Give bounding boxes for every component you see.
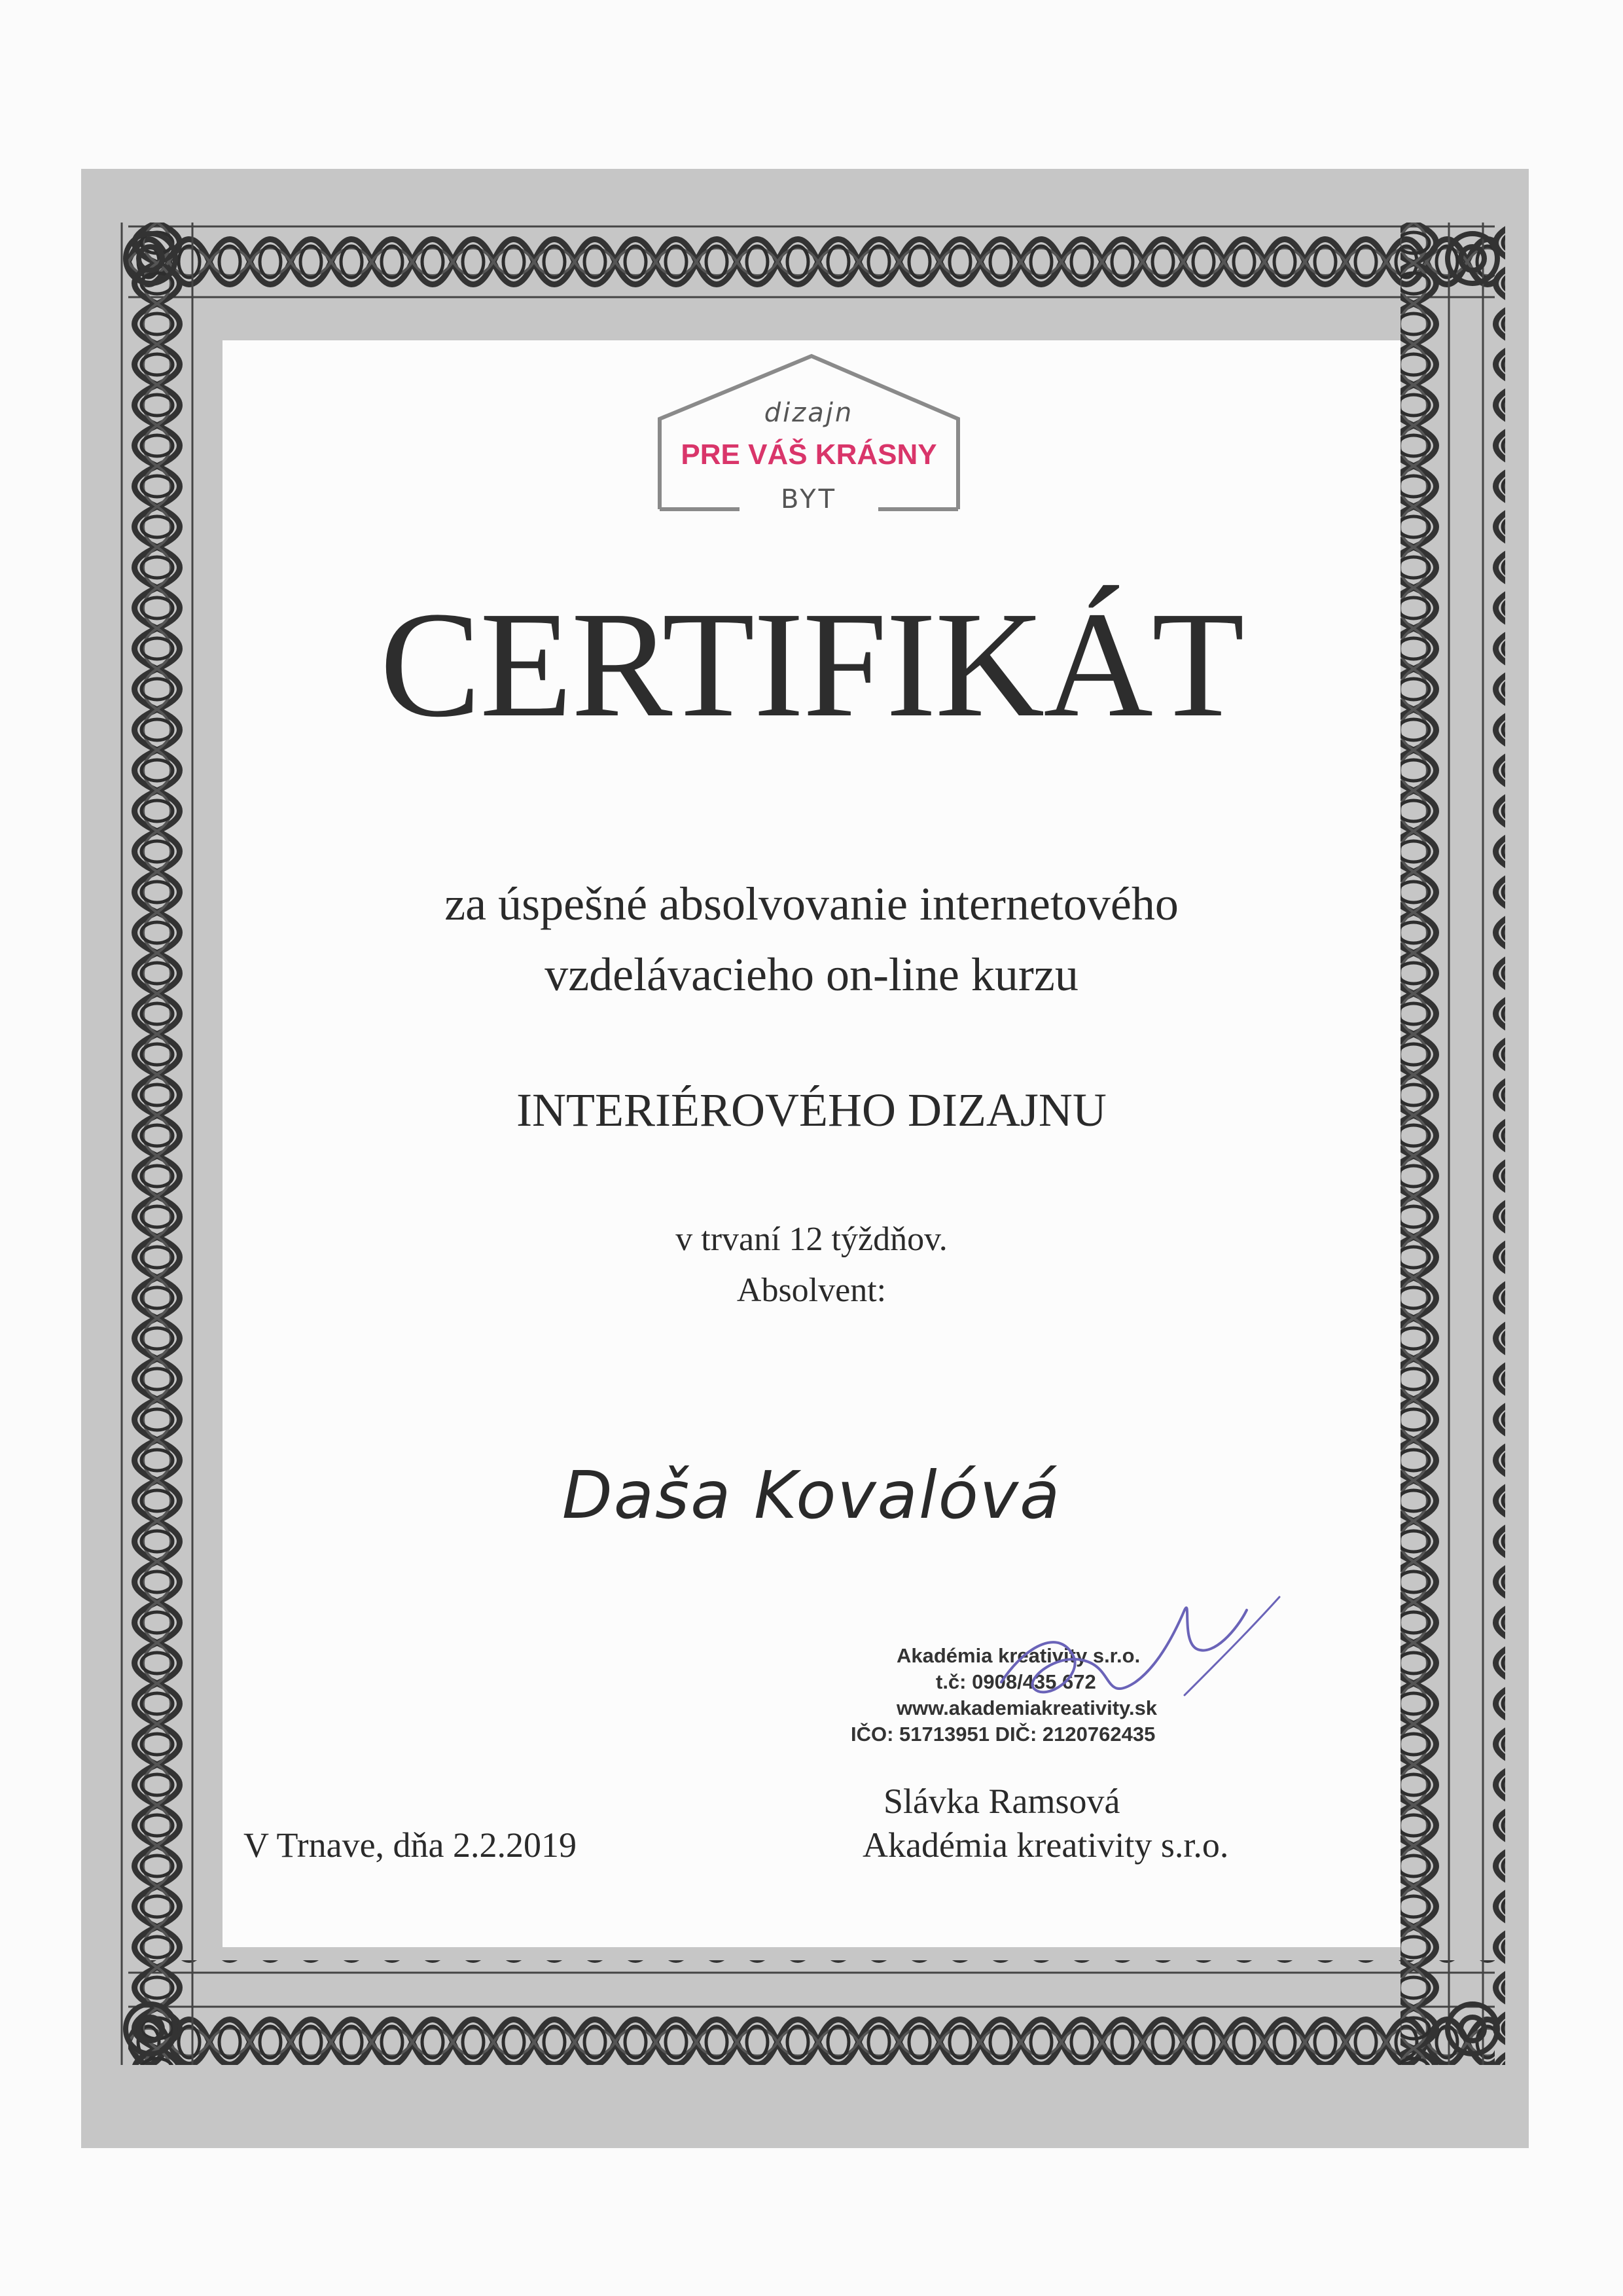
- course-duration: v trvaní 12 týždňov.: [675, 1221, 948, 1258]
- stamp-website: www.akademiakreativity.sk: [897, 1696, 1158, 1719]
- graduate-label: Absolvent:: [736, 1272, 887, 1309]
- stamp-ids: IČO: 51713951 DIČ: 2120762435: [851, 1723, 1156, 1746]
- handwritten-signature: [949, 1571, 1315, 1754]
- stamp-phone: t.č: 0908/435 672: [936, 1670, 1096, 1693]
- graduate-name: Daša Kovalóvá: [562, 1457, 1061, 1534]
- logo-sub-text: BYT: [780, 484, 838, 514]
- course-name: INTERIÉROVÉHO DIZAJNU: [516, 1084, 1107, 1136]
- signer-organization: Akadémia kreativity s.r.o.: [863, 1825, 1229, 1865]
- certificate-title: CERTIFIKÁT: [380, 581, 1243, 749]
- logo-main-text: PRE VÁŠ KRÁSNY: [681, 439, 937, 471]
- place-date: V Trnave, dňa 2.2.2019: [243, 1825, 577, 1865]
- description-line-2: vzdelávacieho on-line kurzu: [544, 948, 1079, 1001]
- signer-name: Slávka Ramsová: [883, 1782, 1120, 1821]
- stamp-company: Akadémia kreativity s.r.o.: [897, 1644, 1141, 1667]
- logo-script-text: dizajn: [764, 398, 854, 428]
- description-line-1: za úspešné absolvovanie internetového: [444, 878, 1179, 930]
- logo: [652, 346, 966, 518]
